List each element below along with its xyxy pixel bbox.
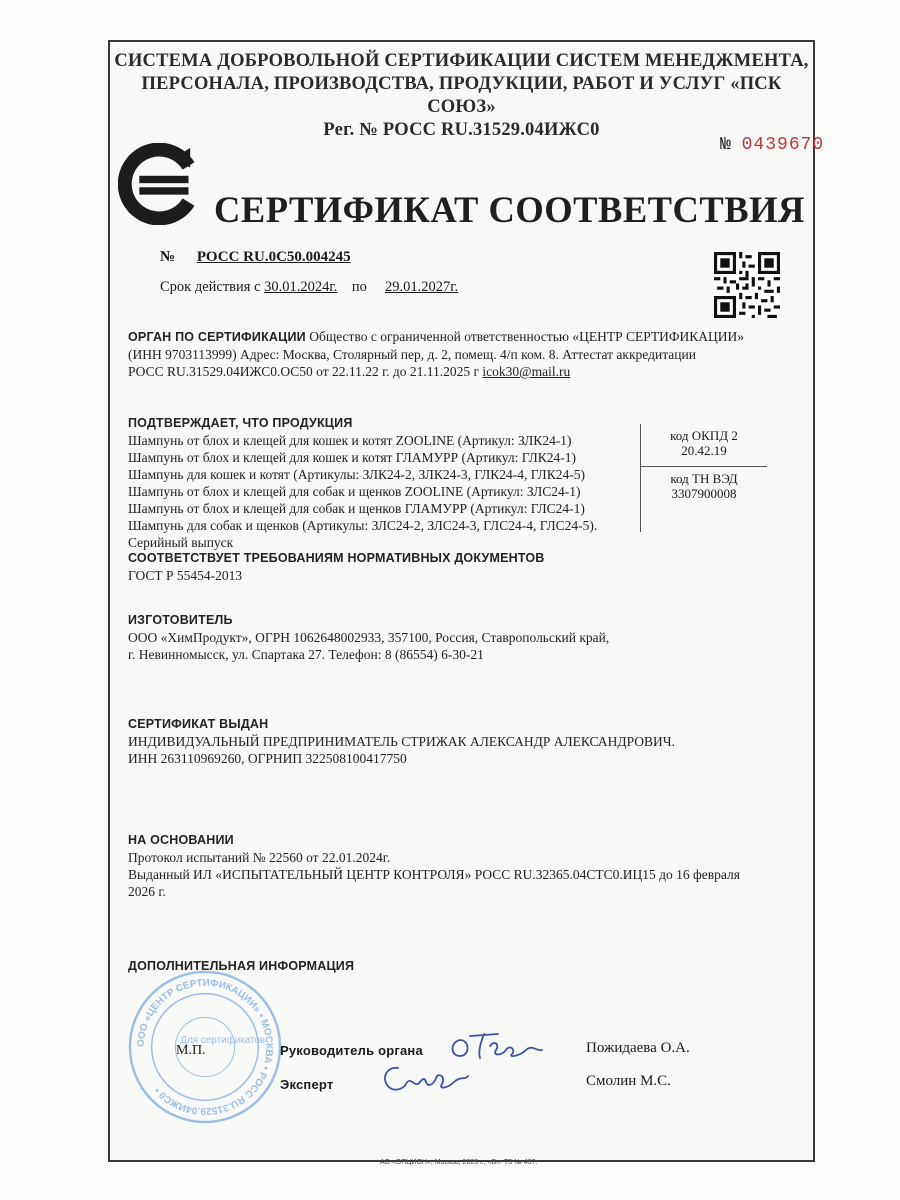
expert-name: Смолин М.С. bbox=[586, 1073, 671, 1089]
certification-body-section bbox=[128, 328, 744, 380]
tnved-value: 3307900008 bbox=[671, 486, 737, 501]
manufacturer-label: ИЗГОТОВИТЕЛЬ bbox=[128, 613, 233, 627]
basis-line: Протокол испытаний № 22560 от 22.01.2024г. bbox=[128, 850, 391, 865]
qr-code-icon bbox=[714, 252, 780, 318]
product-line: Шампунь от блох и клещей для кошек и котят ГЛАМУРР (Артикул: ГЛК24-1) bbox=[128, 450, 576, 465]
validity-to-label: по bbox=[351, 279, 367, 295]
certification-body-email[interactable]: icok30@mail.ru bbox=[482, 364, 571, 379]
blank-serial-number bbox=[720, 135, 824, 155]
okpd-label: код ОКПД 2 bbox=[670, 428, 738, 443]
product-line: Шампунь для собак и щенков (Артикулы: ЗЛС24-2, ЗЛС24-3, ГЛС24-4, ГЛС24-5). bbox=[128, 518, 598, 533]
product-label: ПОДТВЕРЖДАЕТ, ЧТО ПРОДУКЦИЯ bbox=[128, 416, 353, 430]
seal-place-label: М.П. bbox=[176, 1043, 206, 1058]
serial-prefix: № bbox=[720, 135, 731, 155]
certification-body-address: (ИНН 9703113999) Адрес: Москва, Столярный пер, д. 2, помещ. 4/п ком. 8. Аттестат аккредитации bbox=[128, 347, 696, 362]
certification-body-accreditation: РОСС RU.31529.04ИЖС0.ОС50 от 22.11.22 г. до 21.11.2025 г bbox=[128, 364, 480, 379]
validity-date-to: 29.01.2027г. bbox=[384, 279, 459, 295]
serial-value: 0439670 bbox=[741, 135, 825, 155]
system-header bbox=[108, 50, 815, 142]
product-line: Шампунь для кошек и котят (Артикулы: ЗЛК24-2, ЗЛК24-3, ГЛК24-4, ГЛК24-5) bbox=[128, 467, 585, 482]
system-logo-icon bbox=[118, 143, 200, 225]
basis-label: НА ОСНОВАНИИ bbox=[128, 833, 234, 847]
issued-section bbox=[128, 716, 675, 767]
certification-body-label: ОРГАН ПО СЕРТИФИКАЦИИ bbox=[128, 330, 306, 344]
head-name: Пожидаева О.А. bbox=[586, 1040, 690, 1056]
expert-signature-label: Эксперт bbox=[280, 1077, 334, 1092]
basis-line: 2026 г. bbox=[128, 884, 166, 899]
validity-date-from: 30.01.2024г. bbox=[264, 279, 338, 295]
system-reg-number: Рег. № РОСС RU.31529.04ИЖС0 bbox=[323, 120, 600, 140]
manufacturer-section bbox=[128, 612, 609, 663]
norms-section bbox=[128, 550, 545, 584]
product-line: Шампунь от блох и клещей для собак и щенков ZOOLINE (Артикул: ЗЛС24-1) bbox=[128, 484, 581, 499]
product-line: Серийный выпуск bbox=[128, 535, 234, 550]
validity-period bbox=[160, 279, 458, 296]
classification-codes bbox=[640, 424, 767, 532]
system-header-line1: СИСТЕМА ДОБРОВОЛЬНОЙ СЕРТИФИКАЦИИ СИСТЕМ МЕНЕДЖМЕНТА, bbox=[114, 51, 809, 71]
manufacturer-line: г. Невинномысск, ул. Спартака 27. Телефон: 8 (86554) 6-30-21 bbox=[128, 647, 484, 662]
validity-label: Срок действия с bbox=[160, 279, 261, 295]
certificate-number-label: № bbox=[160, 249, 176, 265]
manufacturer-line: ООО «ХимПродукт», ОГРН 1062648002933, 357100, Россия, Ставропольский край, bbox=[128, 630, 610, 645]
norms-value: ГОСТ Р 55454-2013 bbox=[128, 568, 243, 583]
system-header-line2: ПЕРСОНАЛА, ПРОИЗВОДСТВА, ПРОДУКЦИИ, РАБОТ И УСЛУГ «ПСК СОЮЗ» bbox=[141, 74, 782, 117]
basis-section bbox=[128, 832, 740, 900]
expert-signature-icon bbox=[376, 1058, 472, 1100]
certificate-title: СЕРТИФИКАТ СООТВЕТСТВИЯ bbox=[214, 189, 805, 230]
additional-info-label: ДОПОЛНИТЕЛЬНАЯ ИНФОРМАЦИЯ bbox=[128, 959, 355, 973]
product-section bbox=[128, 415, 597, 551]
certificate-number bbox=[160, 249, 351, 266]
issued-line: ИНДИВИДУАЛЬНЫЙ ПРЕДПРИНИМАТЕЛЬ СТРИЖАК АЛЕКСАНДР АЛЕКСАНДРОВИЧ. bbox=[128, 734, 675, 749]
certificate-number-value: РОСС RU.0С50.004245 bbox=[196, 249, 351, 265]
product-line: Шампунь от блох и клещей для собак и щенков ГЛАМУРР (Артикул: ГЛС24-1) bbox=[128, 501, 585, 516]
norms-label: СООТВЕТСТВУЕТ ТРЕБОВАНИЯМ НОРМАТИВНЫХ ДОКУМЕНТОВ bbox=[128, 551, 545, 565]
certification-body-name: Общество с ограниченной ответственностью «ЦЕНТР СЕРТИФИКАЦИИ» bbox=[309, 329, 745, 344]
issued-label: СЕРТИФИКАТ ВЫДАН bbox=[128, 717, 269, 731]
tnved-label: код ТН ВЭД bbox=[670, 471, 738, 486]
stamp-center-text: Для сертификатов bbox=[180, 1035, 266, 1047]
head-signature-label: Руководитель органа bbox=[280, 1043, 423, 1058]
basis-line: Выданный ИЛ «ИСПЫТАТЕЛЬНЫЙ ЦЕНТР КОНТРОЛЯ» РОСС RU.32365.04СТС0.ИЦ15 до 16 февраля bbox=[128, 867, 740, 882]
printer-footnote: АО «ОПЦИОН», Москва, 2023 г., «В». ТЗ № 437. bbox=[380, 1159, 538, 1166]
issued-line: ИНН 263110969260, ОГРНИП 322508100417750 bbox=[128, 751, 407, 766]
okpd-value: 20.42.19 bbox=[681, 443, 727, 458]
stamp-ring-text: ООО «ЦЕНТР СЕРТИФИКАЦИИ» • МОСКВА • РОСС RU.31529.04ИЖС0 • bbox=[135, 977, 275, 1117]
product-line: Шампунь от блох и клещей для кошек и котят ZOOLINE (Артикул: ЗЛК24-1) bbox=[128, 433, 572, 448]
